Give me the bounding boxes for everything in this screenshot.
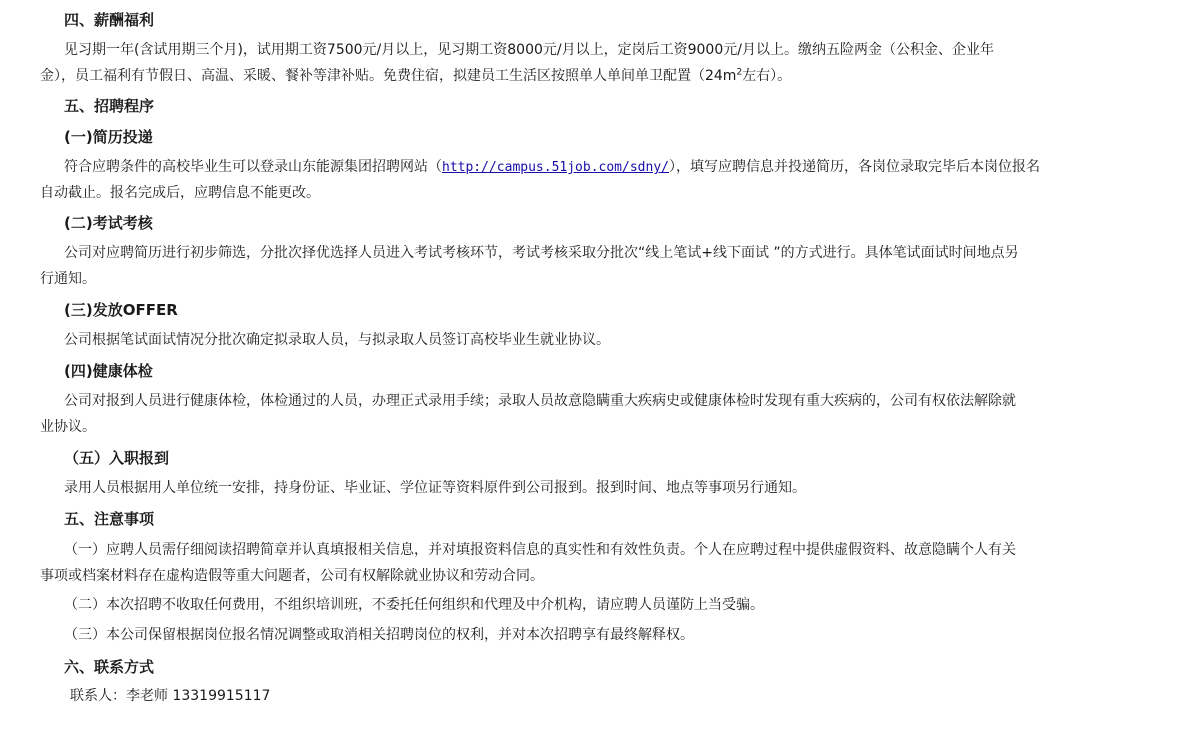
resume-paragraph-line-2: 自动截止。报名完成后，应聘信息不能更改。 <box>40 185 320 201</box>
notes-item-1-line-1: （一）应聘人员需仔细阅读招聘简章并认真填报相关信息，并对填报资料信息的真实性和有效性负责。个人在应聘过程中提供虚假资料、故意隐瞒个人有关 <box>64 542 1016 558</box>
subheading-exam-assessment: (二)考试考核 <box>64 214 153 232</box>
resume-paragraph-line-1 <box>64 157 1040 178</box>
section-heading-notes: 五、注意事项 <box>64 510 155 528</box>
resume-text-end: ），填写应聘信息并投递简历，各岗位录取完毕后本岗位报名 <box>668 159 1040 175</box>
compensation-text-end: 左右）。 <box>742 68 792 84</box>
health-paragraph-line-2: 业协议。 <box>40 419 96 435</box>
notes-item-2: （二）本次招聘不收取任何费用，不组织培训班，不委托任何组织和代理及中介机构，请应聘人员谨防上当受骗。 <box>64 597 764 613</box>
notes-item-1-line-2: 事项或档案材料存在虚构造假等重大问题者，公司有权解除就业协议和劳动合同。 <box>40 568 544 584</box>
resume-text: 符合应聘条件的高校毕业生可以登录山东能源集团招聘网站（ <box>64 159 442 175</box>
onboarding-paragraph-line-1: 录用人员根据用人单位统一安排，持身份证、毕业证、学位证等资料原件到公司报到。报到时间、地点等事项另行通知。 <box>64 480 806 496</box>
section-heading-compensation: 四、薪酬福利 <box>64 11 155 29</box>
exam-paragraph-line-2: 行通知。 <box>40 271 96 287</box>
notes-item-3: （三）本公司保留根据岗位报名情况调整或取消相关招聘岗位的权利，并对本次招聘享有最终解释权。 <box>64 627 694 643</box>
compensation-paragraph-line-1: 见习期一年(含试用期三个月)，试用期工资7500元/月以上，见习期工资8000元/月以上，定岗后工资9000元/月以上。缴纳五险两金（公积金、企业年 <box>64 42 994 58</box>
subheading-onboarding: （五）入职报到 <box>64 449 170 467</box>
offer-paragraph-line-1: 公司根据笔试面试情况分批次确定拟录取人员，与拟录取人员签订高校毕业生就业协议。 <box>64 332 610 348</box>
compensation-text: 金），员工福利有节假日、高温、采暖、餐补等津补贴。免费住宿，拟建员工生活区按照单人单间单卫配置（24m <box>40 68 737 84</box>
section-heading-contact: 六、联系方式 <box>64 658 155 676</box>
compensation-paragraph-line-2 <box>40 66 791 86</box>
superscript-2: 2 <box>736 67 743 78</box>
health-paragraph-line-1: 公司对报到人员进行健康体检，体检通过的人员，办理正式录用手续；录取人员故意隐瞒重大疾病史或健康体检时发现有重大疾病的，公司有权依法解除就 <box>64 393 1016 409</box>
subheading-resume-submission: (一)简历投递 <box>64 128 153 146</box>
recruitment-website-link[interactable]: http://campus.51job.com/sdny/ <box>442 160 669 175</box>
subheading-health-check: (四)健康体检 <box>64 362 153 380</box>
subheading-issue-offer: (三)发放OFFER <box>64 301 178 319</box>
exam-paragraph-line-1: 公司对应聘简历进行初步筛选，分批次择优选择人员进入考试考核环节，考试考核采取分批次“线上笔试+线下面试 ”的方式进行。具体笔试面试时间地点另 <box>64 245 1019 261</box>
section-heading-recruitment-process: 五、招聘程序 <box>64 97 155 115</box>
contact-info: 联系人：李老师 13319915117 <box>70 688 271 704</box>
